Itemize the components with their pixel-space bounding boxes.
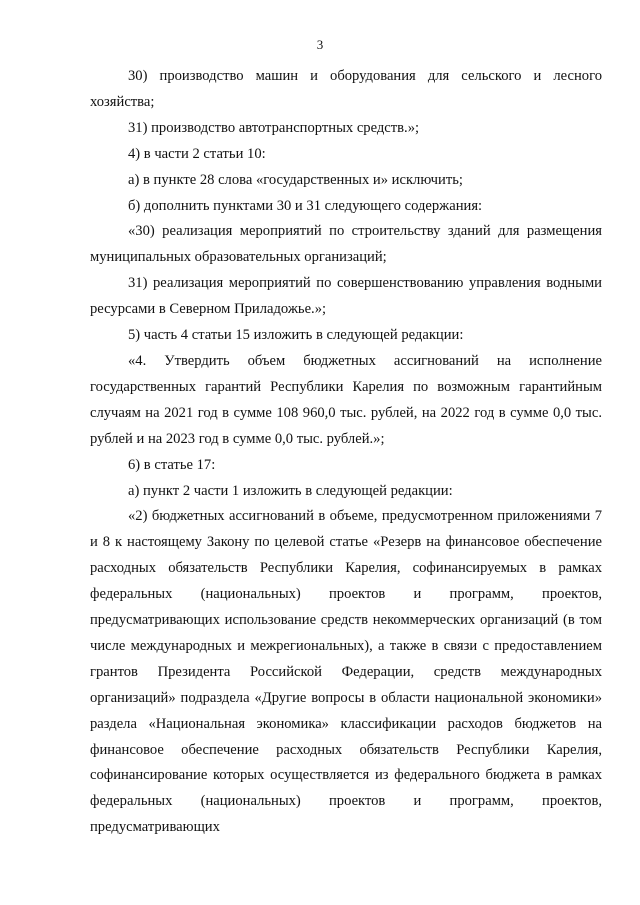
paragraph-item-31: 31) производство автотранспортных средств.»; [128,119,420,136]
paragraph-subitem-a-point-28: а) в пункте 28 слова «государственных и» исключить; [128,171,463,188]
document-body [90,64,602,841]
paragraph-budget-allocations: «2) бюджетных ассигнований в объеме, предусмотренном приложениями 7 и 8 к настоящему Закону по целевой статье «Резерв на финансовое обеспечение расходных обязательств Республики Карелия, софинансируемых в рамках федеральных (национальных) проектов и программ, проектов, предусматривающих использование средств некоммерческих организаций (в том числе международных и межрегиональных), а также в связи с предоставлением грантов Президента Российской Федерации, средств международных организаций» подраздела «Другие вопросы в области национальной экономики» раздела «Национальная экономика» классификации расходов бюджетов на финансовое обеспечение расходных обязательств Республики Карелия, софинансирование которых осуществляется из федерального бюджета в рамках федеральных (национальных) проектов и программ, проектов, предусматривающих [90,508,602,836]
paragraph-new-point-31: 31) реализация мероприятий по совершенствованию управления водными ресурсами в Северном Приладожье.»; [90,275,602,318]
paragraph-item-30: 30) производство машин и оборудования для сельского и лесного хозяйства; [90,68,602,110]
paragraph-article-17-subitem-a: а) пункт 2 части 1 изложить в следующей редакции: [128,482,453,499]
paragraph-guarantees-amount: «4. Утвердить объем бюджетных ассигнований на исполнение государственных гарантий Республики Карелия по возможным гарантийным случаям на 2021 год в сумме 108 960,0 тыс. рублей, на 2022 год в сумме 0,0 тыс. рублей и на 2023 год в сумме 0,0 тыс. рублей.»; [90,352,602,447]
paragraph-new-point-30: «30) реализация мероприятий по строительству зданий для размещения муниципальных образовательных организаций; [90,223,602,266]
paragraph-article-15-part-4: 5) часть 4 статьи 15 изложить в следующей редакции: [128,327,464,344]
page-number: 3 [316,37,324,52]
paragraph-article-10-part-2: 4) в части 2 статьи 10: [128,145,266,162]
paragraph-subitem-b-add-points: б) дополнить пунктами 30 и 31 следующего содержания: [128,197,483,214]
paragraph-article-17: 6) в статье 17: [128,456,216,473]
